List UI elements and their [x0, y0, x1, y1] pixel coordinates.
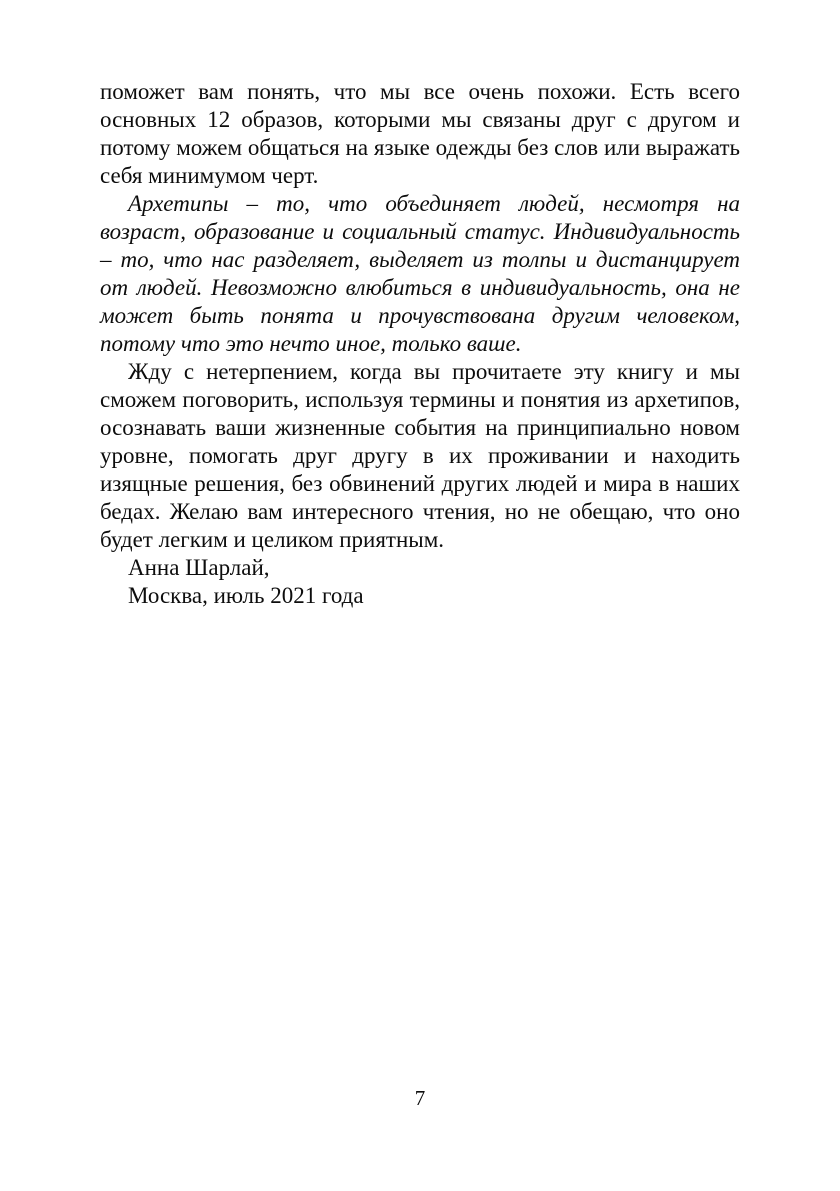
page-text-block: [100, 78, 740, 610]
paragraph-archetypes-italic: Архетипы – то, что объединяет людей, несмотря на возраст, образование и социальный статус. Индивидуальность – то, что нас разделяет, выделяет из толпы и дистанцирует от людей. Невозможно влюбиться в индивидуальность, она не может быть понята и прочувствована другим человеком, потому что это нечто иное, только ваше.: [100, 191, 740, 356]
paragraph-closing: Жду с нетерпением, когда вы прочитаете эту книгу и мы сможем поговорить, используя термины и понятия из архетипов, осознавать ваши жизненные события на принципиально новом уровне, помогать друг другу в их проживании и находить изящные решения, без обвинений других людей и мира в наших бедах. Желаю вам интересного чтения, но не обещаю, что оно будет легким и целиком приятным.: [100, 359, 740, 552]
signature-place-date: Москва, июль 2021 года: [128, 583, 364, 608]
page-number: 7: [414, 1086, 426, 1110]
paragraph-intro-continuation: поможет вам понять, что мы все очень похожи. Есть всего основных 12 образов, которыми мы связаны друг с другом и потому можем общаться на языке одежды без слов или выражать себя минимумом черт.: [100, 79, 740, 188]
signature-author: Анна Шарлай,: [128, 555, 270, 580]
